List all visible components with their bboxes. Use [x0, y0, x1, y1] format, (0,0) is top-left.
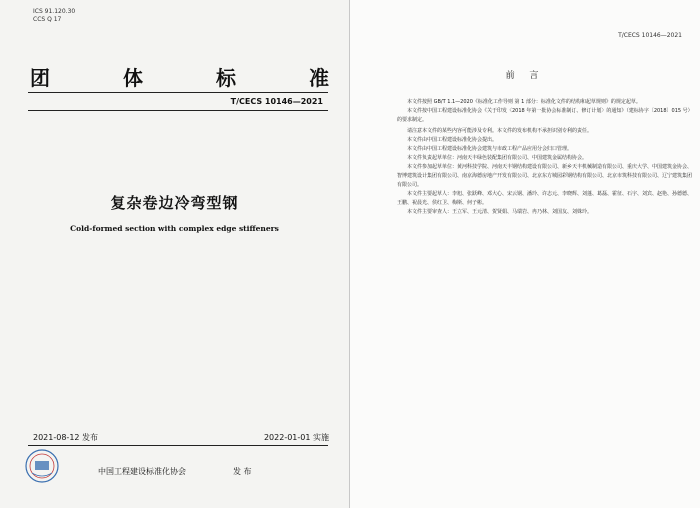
- ccs-code: CCS Q 17: [33, 16, 62, 23]
- heading-char: 体: [123, 66, 144, 90]
- preface-paragraph: 本文件由中国工程建设标准化协会提出。: [407, 137, 498, 143]
- preface-paragraph: 本文件参加起草单位：黄河科技学院、河南天丰钢结构建设有限公司、新乡天丰机械制造有限公司、重庆大学、中国建筑金协会、智博建筑设计集团有限公司、南京海德房地产开发有限公司、北京东方城园彩钢结构有限公司、北京市筑科技有限公司、辽宁建筑集团有限公司。: [397, 164, 693, 188]
- cover-page: [0, 0, 349, 508]
- footer-rule: [28, 445, 328, 446]
- heading-char: 准: [309, 66, 330, 90]
- preface-paragraph: 本文件由中国工程建设标准化协会建筑与市政工程产品应用分会归口管理。: [407, 146, 573, 152]
- ics-code: ICS 91.120.30: [33, 8, 76, 15]
- standard-number: T/CECS 10146—2021: [230, 97, 323, 106]
- preface-heading: 前 言: [505, 71, 545, 81]
- preface-body: [397, 98, 693, 217]
- standard-type-heading: [30, 62, 330, 91]
- page-header-standard-number: T/CECS 10146—2021: [618, 32, 682, 39]
- publish-verb: 发 布: [233, 467, 252, 476]
- preface-paragraph: 本文件负责起草单位：河南天丰绿色装配集团有限公司、中国建筑金属结构协会。: [407, 155, 588, 161]
- heading-char: 团: [30, 66, 51, 90]
- preface-page: [350, 0, 700, 508]
- preface-paragraph: 请注意本文件的某些内容可能涉及专利。本文件的发布机构不承担识别专利的责任。: [407, 128, 593, 134]
- publisher-name: 中国工程建设标准化协会: [98, 467, 186, 476]
- header-rule: [28, 110, 328, 111]
- title-english: Cold-formed section with complex edge stiffeners: [70, 224, 279, 233]
- preface-paragraph: 本文件按中国工程建设标准化协会《关于印发〈2018 年第一批协会标准制订、修订计划〉的通知》（建标协字〔2018〕015 号）的要求制定。: [397, 108, 693, 123]
- classification-codes: [33, 8, 75, 24]
- heading-char: 标: [216, 66, 237, 90]
- preface-paragraph: 本文件主要起草人：李旭、张跃峰、邓大心、宋云钢、潘玲、许志元、李晓辉、刘蓬、葛磊、霍征、石宇、刘宾、赵艳、孙德德、王鹏、祝晨光、侯红卫、梅斯、何子彬。: [397, 191, 693, 206]
- issue-date: 2021-08-12 发布: [33, 433, 99, 442]
- preface-paragraph: 本文件按照 GB/T 1.1—2020《标准化工作导则 第 1 部分：标准化文件的结构和起草规则》的规定起草。: [407, 99, 641, 105]
- title-chinese: 复杂卷边冷弯型钢: [110, 194, 239, 212]
- effective-date: 2022-01-01 实施: [263, 433, 329, 442]
- association-seal-icon: [25, 449, 59, 483]
- top-rule: [28, 92, 328, 93]
- preface-paragraph: 本文件主要审查人：王立军、王元清、贺贤娟、马瑞岩、冉乃林、刘国友、刘姝玲。: [407, 209, 593, 215]
